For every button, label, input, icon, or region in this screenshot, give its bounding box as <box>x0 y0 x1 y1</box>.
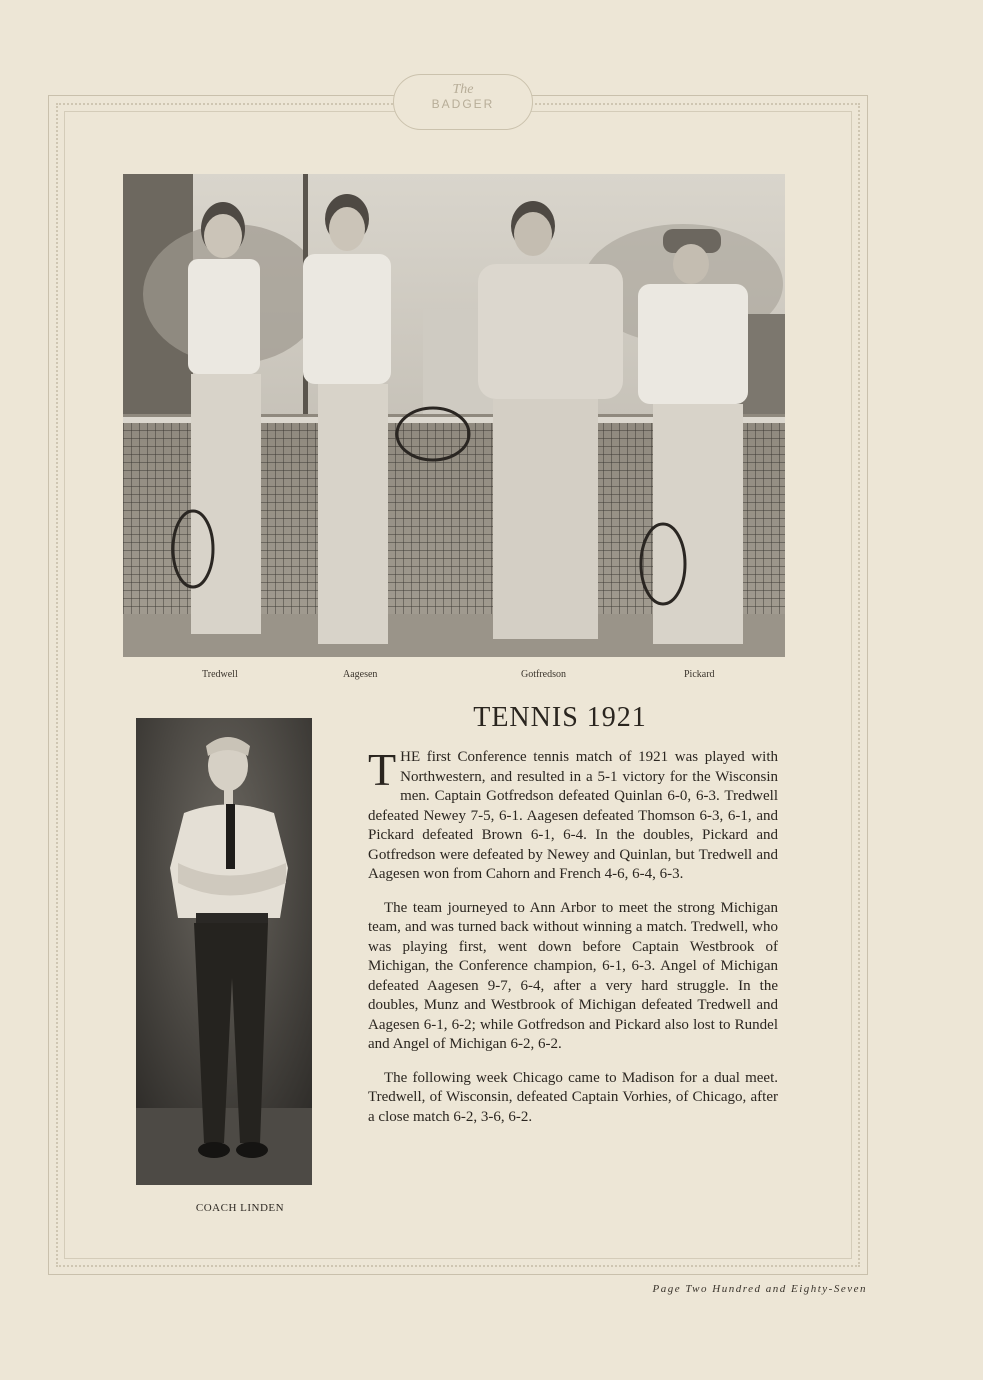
article-paragraph-1 <box>368 744 778 885</box>
article-title: TENNIS 1921 <box>473 702 647 733</box>
caption-gotfredson: Gotfredson <box>521 669 566 680</box>
coach-caption: COACH LINDEN <box>195 1202 285 1214</box>
article-body <box>368 744 778 1141</box>
masthead-the: The <box>452 82 474 97</box>
drop-cap: T <box>368 744 397 795</box>
caption-tredwell: Tredwell <box>202 669 238 680</box>
coach-linden-photo <box>136 718 312 1185</box>
article-paragraph-3: The following week Chicago came to Madison for a dual meet. Tredwell, of Wisconsin, defeated Captain Vorhies, of Chicago, after a close match 6-2, 3-6, 6-2. <box>368 1069 778 1125</box>
tennis-team-photo <box>123 174 785 657</box>
masthead-badger-logo <box>393 74 533 130</box>
page-number-footer: Page Two Hundred and Eighty-Seven <box>652 1283 867 1295</box>
article-paragraph-2: The team journeyed to Ann Arbor to meet the strong Michigan team, and was turned back without winning a match. Tredwell, who was playing first, went down before Captain Westbrook of Michigan, the Conference champion, 6-1, 6-3. Angel of Michigan defeated Aagesen 9-7, 6-4, after a very hard struggle. In the doubles, Munz and Westbrook of Michigan defeated Tredwell and Aagesen 6-1, 6-2; while Gotfredson and Pickard also lost to Rundel and Angel of Michigan 6-2, 6-2. <box>368 899 778 1052</box>
masthead-title: BADGER <box>431 97 495 111</box>
article-paragraph-1-text: HE first Conference tennis match of 1921 was played with Northwestern, and resulted in a 5-1 victory for the Wisconsin men. Captain Gotfredson defeated Quinlan 6-0, 6-3. Tredwell defeated Newey 7-5, 6-1. Aagesen defeated Thomson 6-3, 6-1, and Pickard defeated Brown 6-1, 6-4. In the doubles, Pickard and Gotfredson were defeated by Newey and Quinlan, but Tredwell and Aagesen won from Cahorn and French 4-6, 6-4, 6-3. <box>368 749 778 882</box>
caption-pickard: Pickard <box>684 669 715 680</box>
caption-aagesen: Aagesen <box>343 669 378 680</box>
player-pickard <box>638 229 748 644</box>
